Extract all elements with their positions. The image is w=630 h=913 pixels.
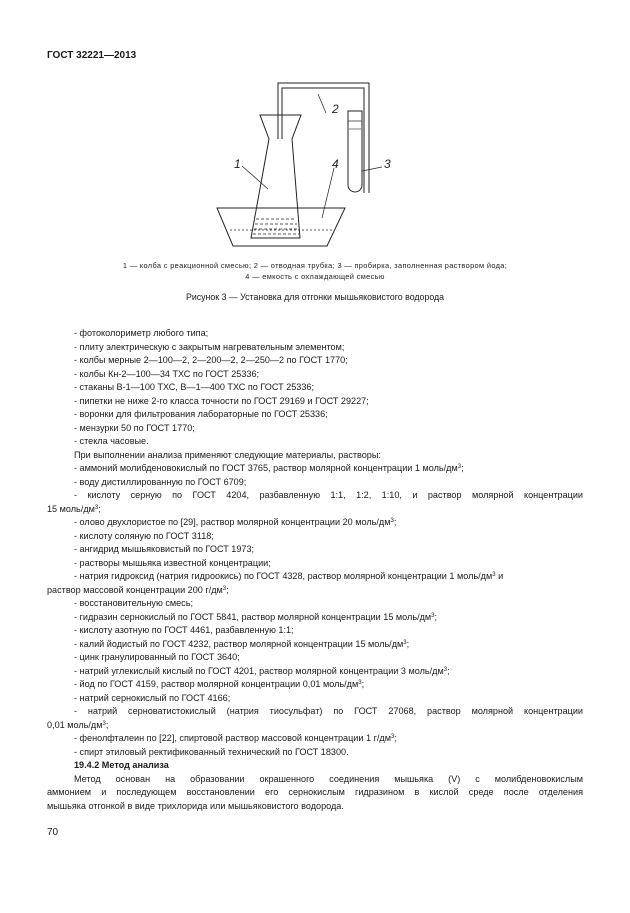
- list-item: - кислоту серную по ГОСТ 4204, разбавленную 1:1, 1:2, 1:10, и раствор молярной концентрации: [74, 490, 583, 500]
- text-span: ;: [406, 638, 410, 649]
- list-item: - натрий сернокислый по ГОСТ 4166;: [74, 692, 231, 703]
- callout-3: 3: [384, 157, 391, 171]
- list-item: - кислоту азотную по ГОСТ 4461, разбавленную 1:1;: [74, 625, 294, 635]
- paragraph-line: Метод основан на образовании окрашенного соединения мышьяка (V) с молибденовокислым: [74, 773, 583, 784]
- paragraph-line: мышьяка отгонкой в виде трихлорида или мышьяковистого водорода.: [47, 800, 344, 811]
- text-span: - йод по ГОСТ 4159, раствор молярной концентрации 0,01 моль/дм: [74, 679, 359, 689]
- distillation-apparatus-figure: [200, 78, 391, 253]
- text-span: ;: [98, 503, 101, 514]
- list-item: - колбы мерные 2—100—2, 2—200—2, 2—250—2 по ГОСТ 1770;: [74, 355, 348, 365]
- figure-caption: Рисунок 3 — Установка для отгонки мышьяковистого водорода: [185, 292, 445, 302]
- superscript: 3: [94, 504, 99, 511]
- page-number: 70: [47, 827, 59, 838]
- list-item: - растворы мышьяка известной концентрации;: [74, 557, 271, 568]
- list-item: - плиту электрическую с закрытым нагревательным элементом;: [74, 341, 345, 352]
- text-span: - натрий углекислый кислый по ГОСТ 4201, раствор молярной концентрации 3 моль/дм: [74, 665, 444, 676]
- superscript: 3: [457, 464, 462, 470]
- list-item: - воронки для фильтрования лабораторные по ГОСТ 25336;: [74, 409, 328, 419]
- superscript: 3: [431, 612, 435, 619]
- superscript: 3: [102, 720, 106, 727]
- reaction-mixture: [253, 219, 299, 234]
- legend-line: 4 — емкость с охлаждающей смесью: [245, 272, 385, 281]
- list-item: [47, 611, 583, 625]
- text-span: ;: [447, 665, 450, 676]
- list-item: - пипетки не ниже 2-го класса точности по ГОСТ 29169 и ГОСТ 29227;: [74, 395, 369, 406]
- text-span: - гидразин сернокислый по ГОСТ 5841, раствор молярной концентрации 15 моль/дм: [74, 611, 432, 622]
- list-item: [47, 462, 583, 476]
- list-item: [47, 570, 583, 584]
- list-item: - мензурки 50 по ГОСТ 1770;: [74, 422, 195, 433]
- cooling-vessel: [217, 208, 345, 246]
- list-item: [47, 638, 583, 652]
- document-header: ГОСТ 32221—2013: [47, 50, 137, 61]
- superscript: 3: [222, 585, 227, 592]
- section-heading: 19.4.2 Метод анализа: [74, 760, 169, 770]
- legend-line: 1 — колба с реакционной смесью; 2 — отводная трубка; 3 — пробирка, заполненная раствором йода;: [122, 261, 508, 270]
- list-item-continued: [47, 503, 583, 517]
- callout-1: 1: [234, 157, 241, 171]
- list-item: - стекла часовые.: [74, 436, 149, 446]
- text-span: - аммоний молибденовокислый по ГОСТ 3765, раствор молярной концентрации 1 моль/дм: [74, 463, 458, 473]
- superscript: 3: [358, 680, 362, 686]
- list-item: - цинк гранулированный по ГОСТ 3640;: [74, 652, 240, 662]
- text-span: ;: [394, 733, 397, 743]
- list-item: [47, 665, 583, 679]
- callout-2: 2: [332, 102, 339, 116]
- paragraph-line: аммонием и последующем восстановлении его сернокислым гидразином в кислой среде после отделения: [47, 787, 583, 797]
- list-item: - натрий серноватистокислый (натрия тиосульфат) по ГОСТ 27068, раствор молярной концентрации: [74, 706, 583, 716]
- text-span: - натрия гидроксид (натрия гидроокись) по ГОСТ 4328, раствор молярной концентрации 1 моль/дм: [74, 571, 493, 581]
- list-item-continued: [47, 584, 583, 598]
- list-item-continued: [47, 719, 583, 733]
- text-span: ;: [361, 679, 365, 689]
- text-span: - олово двухлористое по [29], раствор молярной концентрации 20 моль/дм: [74, 517, 391, 527]
- list-item: - фотоколориметр любого типа;: [74, 328, 209, 338]
- text-span: 15 моль/дм: [47, 503, 95, 514]
- text-span: ;: [461, 463, 464, 473]
- list-item: - спирт этиловый ректификованный технический по ГОСТ 18300.: [74, 746, 349, 757]
- document-body: [47, 327, 583, 813]
- text-span: раствор массовой концентрации 200 г/дм: [47, 584, 223, 595]
- list-item: - стаканы В-1—100 ТХС, В—1—400 ТХС по ГОСТ 25336;: [74, 382, 315, 392]
- list-item: - кислоту соляную по ГОСТ 3118;: [74, 530, 214, 541]
- superscript: 3: [443, 666, 448, 673]
- text-span: и: [495, 571, 504, 581]
- figure-legend: [60, 260, 570, 282]
- superscript: 3: [390, 518, 394, 524]
- superscript: 3: [390, 734, 395, 740]
- callout-4: 4: [332, 157, 339, 171]
- superscript: 3: [403, 639, 407, 646]
- superscript: 3: [492, 572, 496, 578]
- list-item: [47, 516, 583, 530]
- reaction-flask: [251, 115, 301, 238]
- text-span: ;: [226, 584, 229, 595]
- text-span: ;: [105, 719, 109, 730]
- test-tube: [348, 111, 362, 192]
- text-span: 0,01 моль/дм: [47, 719, 103, 730]
- list-item: - воду дистиллированную по ГОСТ 6709;: [74, 476, 247, 487]
- list-item: - ангидрид мышьяковистый по ГОСТ 1973;: [74, 544, 255, 554]
- text-span: ;: [393, 517, 397, 527]
- text-span: - калий йодистый по ГОСТ 4232, раствор молярной концентрации 15 моль/дм: [74, 638, 404, 649]
- paragraph: При выполнении анализа применяют следующие материалы, растворы:: [74, 449, 381, 460]
- text-span: ;: [434, 611, 438, 622]
- list-item: - восстановительную смесь;: [74, 598, 193, 608]
- list-item: - колбы Кн-2—100—34 ТХС по ГОСТ 25336;: [74, 368, 260, 379]
- list-item: [47, 678, 583, 692]
- list-item: [47, 732, 583, 746]
- outlet-tube: [278, 83, 369, 193]
- text-span: - фенолфталеин по [22], спиртовой раствор массовой концентрации 1 г/дм: [74, 733, 391, 743]
